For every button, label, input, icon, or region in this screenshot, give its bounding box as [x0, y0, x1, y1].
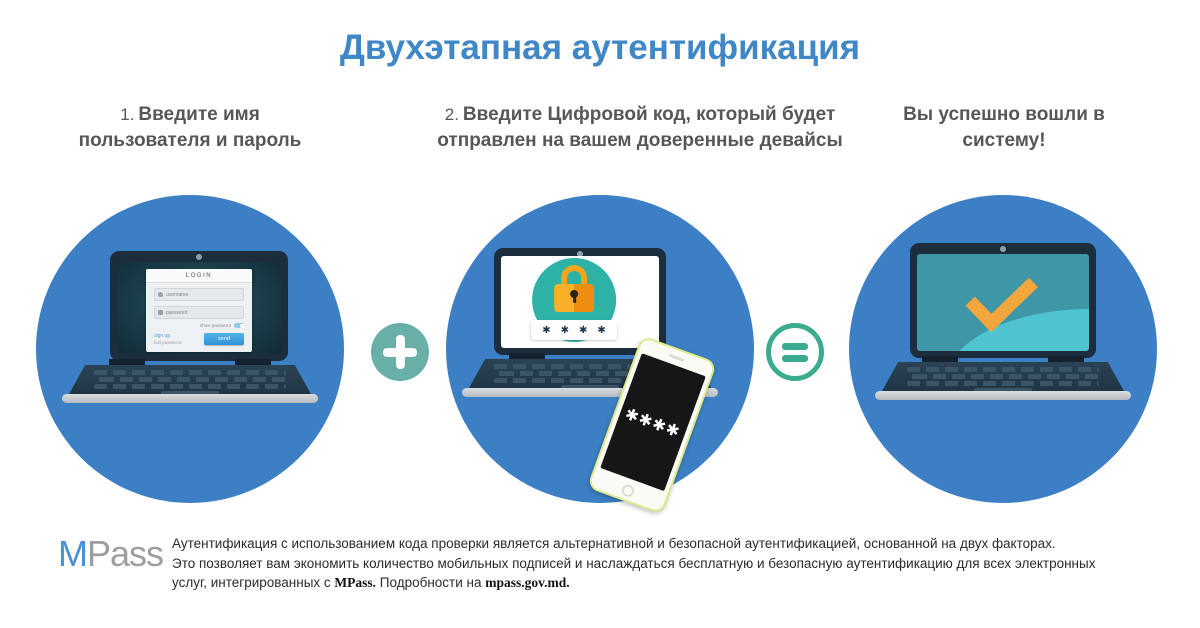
laptop-display: [917, 254, 1089, 351]
laptop-code-illustration: [462, 248, 718, 441]
step2-caption: [408, 102, 872, 154]
password-field: [154, 306, 244, 319]
step2-circle: [446, 195, 754, 503]
laptop-keyboard: [881, 362, 1125, 393]
step3-circle: [849, 195, 1157, 503]
keyhole-icon: [570, 290, 578, 298]
user-icon: [158, 292, 163, 297]
laptop-display: [117, 262, 281, 354]
lost-password-link: lost password: [154, 340, 182, 345]
footer-line1: Аутентификация с использованием кода проверки является альтернативной и безопасной аутентификацией, основанной на двух факторах.: [172, 536, 1056, 551]
step1-caption: [60, 102, 320, 154]
home-button-icon: [620, 483, 635, 498]
show-password-toggle-icon: [234, 323, 244, 328]
sign-up-link: sign up: [154, 333, 171, 339]
footer-line2: Это позволяет вам экономить количество мобильных подписей и наслаждаться бесплатную и безопасную аутентификацию для всех электронных: [172, 555, 1096, 571]
step2-text: Введите Цифровой код, который будет отправлен на вашем доверенные девайсы: [437, 104, 843, 151]
mpass-logo-m: M: [58, 533, 87, 574]
lock-icon: [158, 310, 163, 315]
laptop-screen-frame: [494, 248, 666, 355]
padlock-icon: [554, 284, 594, 312]
equals-icon: [766, 323, 824, 381]
login-footer: [146, 328, 252, 352]
laptop-base: [875, 391, 1131, 400]
laptop-keyboard: [68, 365, 312, 396]
password-placeholder: password: [166, 309, 188, 316]
send-button: send: [204, 333, 244, 345]
laptop-login-illustration: [62, 251, 318, 361]
footer-mpass-bold: MPass.: [334, 575, 377, 590]
step3-caption: [872, 102, 1136, 154]
footer-description: [172, 534, 1157, 593]
footer-line3-mid: Подробности на: [376, 575, 486, 590]
footer-line3-pre: услуг, интегрированных с: [172, 575, 335, 590]
step1-text: Введите имя пользователя и пароль: [78, 104, 302, 151]
laptop-screen-frame: [910, 243, 1096, 358]
laptop-success-illustration: [875, 243, 1131, 358]
phone-code: ✱✱✱✱: [622, 403, 684, 441]
laptop-base: [62, 394, 318, 403]
step2-number: 2.: [444, 105, 459, 124]
login-links: [154, 333, 182, 345]
step1-number: 1.: [120, 105, 135, 124]
verification-code-box: ✱✱✱✱: [531, 320, 617, 340]
step1-circle: [36, 195, 344, 503]
login-card: [146, 269, 252, 352]
footer-mpass-url: mpass.gov.md.: [485, 575, 570, 590]
show-password-label: show password: [199, 323, 231, 328]
laptop-display: [501, 256, 659, 348]
step3-text: Вы успешно вошли в систему!: [903, 104, 1105, 151]
laptop-screen-frame: [110, 251, 288, 361]
webcam-icon: [1000, 246, 1006, 252]
login-title: LOGIN: [146, 269, 252, 283]
page-title: Двухэтапная аутентификация: [339, 28, 861, 67]
checkmark-icon: [965, 260, 1037, 332]
mpass-logo: [58, 533, 163, 575]
username-field: [154, 288, 244, 301]
mpass-logo-pass: Pass: [87, 533, 164, 574]
plus-icon: [371, 323, 429, 381]
username-placeholder: username: [166, 291, 189, 298]
speaker-icon: [668, 354, 684, 362]
webcam-icon: [196, 254, 202, 260]
